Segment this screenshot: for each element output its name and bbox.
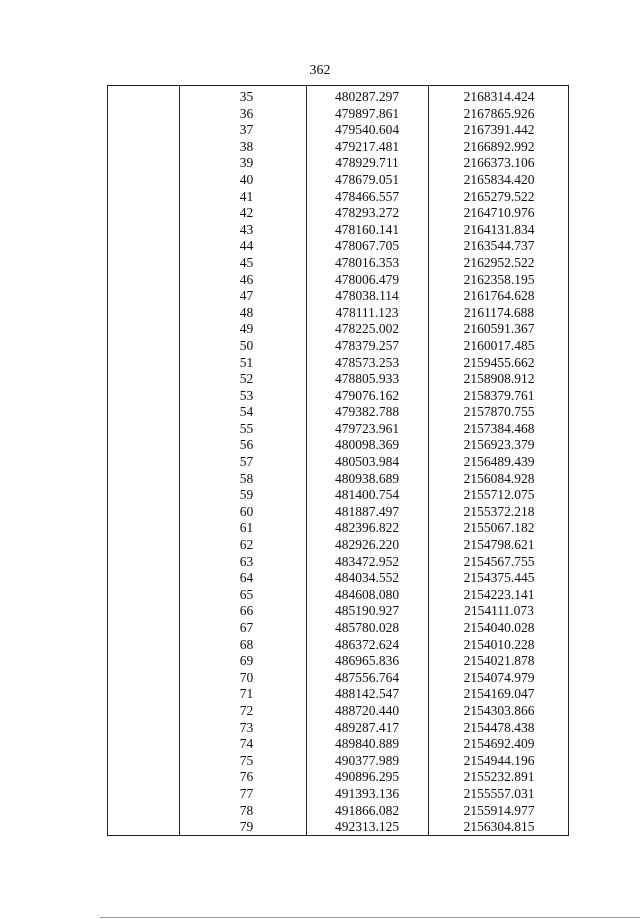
point-number-cell: 53 bbox=[239, 387, 254, 403]
empty-cell bbox=[108, 355, 179, 372]
x-coordinate-cell: 492313.125 bbox=[334, 819, 400, 835]
point-number-cell: 72 bbox=[239, 702, 254, 718]
y-coordinate-cell: 2160017.485 bbox=[463, 337, 535, 353]
y-coordinate-cell: 2156304.815 bbox=[463, 819, 535, 835]
x-coordinate-cell: 480098.369 bbox=[334, 437, 400, 453]
point-number-cell: 76 bbox=[239, 769, 254, 785]
y-coordinate-cell: 2162952.522 bbox=[463, 254, 535, 270]
x-coordinate-cell: 486965.836 bbox=[334, 653, 400, 669]
empty-cell bbox=[108, 238, 179, 255]
x-coordinate-cell: 482396.822 bbox=[334, 520, 400, 536]
x-coordinate-cell: 491393.136 bbox=[334, 785, 400, 801]
table-row bbox=[108, 338, 570, 355]
x-coordinate-cell: 478160.141 bbox=[334, 221, 400, 237]
empty-cell bbox=[108, 686, 179, 703]
x-coordinate-cell: 478679.051 bbox=[334, 171, 400, 187]
x-coordinate-cell: 478038.114 bbox=[335, 288, 399, 304]
table-row bbox=[108, 421, 570, 438]
y-coordinate-cell: 2154010.228 bbox=[463, 636, 535, 652]
table-row bbox=[108, 487, 570, 504]
y-coordinate-cell: 2154478.438 bbox=[463, 719, 535, 735]
y-coordinate-cell: 2155712.075 bbox=[463, 487, 535, 503]
empty-cell bbox=[108, 89, 179, 106]
x-coordinate-cell: 489840.889 bbox=[334, 736, 400, 752]
x-coordinate-cell: 485780.028 bbox=[334, 620, 400, 635]
point-number-cell: 68 bbox=[239, 636, 254, 652]
table-row bbox=[108, 670, 570, 687]
y-coordinate-cell: 2162358.195 bbox=[463, 271, 535, 287]
empty-cell bbox=[108, 603, 179, 620]
y-coordinate-cell: 2158908.912 bbox=[463, 371, 535, 387]
point-number-cell: 40 bbox=[239, 171, 254, 187]
x-coordinate-cell: 478016.353 bbox=[334, 254, 400, 270]
table-row bbox=[108, 520, 570, 537]
point-number-cell: 42 bbox=[239, 205, 254, 221]
point-number-cell: 48 bbox=[239, 304, 254, 320]
point-number-cell: 60 bbox=[239, 503, 254, 519]
table-row bbox=[108, 272, 570, 289]
point-number-cell: 35 bbox=[239, 89, 254, 104]
empty-cell bbox=[108, 139, 179, 156]
table-row bbox=[108, 769, 570, 786]
point-number-cell: 43 bbox=[239, 221, 254, 237]
table-row bbox=[108, 786, 570, 803]
point-number-cell: 58 bbox=[239, 470, 254, 486]
table-row bbox=[108, 686, 570, 703]
x-coordinate-cell: 479076.162 bbox=[334, 387, 400, 403]
table-row bbox=[108, 637, 570, 654]
empty-cell bbox=[108, 620, 179, 637]
table-row bbox=[108, 471, 570, 488]
x-coordinate-cell: 480503.984 bbox=[334, 454, 400, 470]
empty-cell bbox=[108, 321, 179, 338]
y-coordinate-cell: 2165279.522 bbox=[463, 188, 535, 204]
point-number-cell: 55 bbox=[239, 420, 254, 436]
point-number-cell: 50 bbox=[239, 337, 254, 353]
table-row bbox=[108, 205, 570, 222]
table-row bbox=[108, 620, 570, 637]
empty-cell bbox=[108, 487, 179, 504]
x-coordinate-cell: 486372.624 bbox=[334, 636, 400, 652]
point-number-cell: 65 bbox=[239, 586, 254, 602]
point-number-cell: 75 bbox=[239, 752, 254, 768]
table-row bbox=[108, 753, 570, 770]
y-coordinate-cell: 2158379.761 bbox=[463, 387, 535, 403]
empty-cell bbox=[108, 471, 179, 488]
table-row bbox=[108, 139, 570, 156]
empty-cell bbox=[108, 720, 179, 737]
table-row bbox=[108, 587, 570, 604]
empty-cell bbox=[108, 670, 179, 687]
x-coordinate-cell: 478067.705 bbox=[334, 238, 400, 254]
point-number-cell: 73 bbox=[239, 719, 254, 735]
table-body bbox=[108, 89, 570, 836]
y-coordinate-cell: 2161764.628 bbox=[463, 288, 535, 304]
table-row bbox=[108, 388, 570, 405]
empty-cell bbox=[108, 172, 179, 189]
x-coordinate-cell: 484608.080 bbox=[334, 586, 400, 602]
y-coordinate-cell: 2166373.106 bbox=[463, 155, 535, 171]
empty-cell bbox=[108, 504, 179, 521]
point-number-cell: 70 bbox=[239, 669, 254, 685]
table-row bbox=[108, 355, 570, 372]
point-number-cell: 79 bbox=[239, 819, 254, 835]
x-coordinate-cell: 479897.861 bbox=[334, 105, 400, 121]
empty-cell bbox=[108, 437, 179, 454]
table-row bbox=[108, 172, 570, 189]
coordinate-table-grid bbox=[108, 89, 570, 836]
table-row bbox=[108, 106, 570, 123]
y-coordinate-cell: 2165834.420 bbox=[463, 171, 535, 187]
empty-cell bbox=[108, 305, 179, 322]
y-coordinate-cell: 2156489.439 bbox=[463, 454, 535, 470]
x-coordinate-cell: 478111.123 bbox=[335, 304, 399, 320]
x-coordinate-cell: 488720.440 bbox=[334, 702, 400, 718]
point-number-cell: 67 bbox=[239, 620, 254, 635]
x-coordinate-cell: 488142.547 bbox=[334, 686, 400, 702]
point-number-cell: 39 bbox=[239, 155, 254, 171]
x-coordinate-cell: 481400.754 bbox=[334, 487, 400, 503]
y-coordinate-cell: 2154074.979 bbox=[463, 669, 535, 685]
table-row bbox=[108, 321, 570, 338]
table-row bbox=[108, 454, 570, 471]
table-row bbox=[108, 371, 570, 388]
y-coordinate-cell: 2155372.218 bbox=[463, 503, 535, 519]
table-row bbox=[108, 437, 570, 454]
x-coordinate-cell: 478929.711 bbox=[335, 155, 399, 171]
empty-cell bbox=[108, 106, 179, 123]
empty-cell bbox=[108, 272, 179, 289]
table-row bbox=[108, 537, 570, 554]
table-row bbox=[108, 504, 570, 521]
y-coordinate-cell: 2154944.196 bbox=[463, 752, 535, 768]
point-number-cell: 78 bbox=[239, 802, 254, 818]
x-coordinate-cell: 482926.220 bbox=[334, 537, 400, 553]
y-coordinate-cell: 2154375.445 bbox=[463, 570, 535, 586]
y-coordinate-cell: 2163544.737 bbox=[463, 238, 535, 254]
table-row bbox=[108, 305, 570, 322]
point-number-cell: 37 bbox=[239, 122, 254, 138]
point-number-cell: 71 bbox=[239, 686, 254, 702]
x-coordinate-cell: 487556.764 bbox=[334, 669, 400, 685]
table-row bbox=[108, 703, 570, 720]
table-row bbox=[108, 222, 570, 239]
table-row bbox=[108, 803, 570, 820]
table-row bbox=[108, 189, 570, 206]
y-coordinate-cell: 2160591.367 bbox=[463, 321, 535, 337]
table-row bbox=[108, 89, 570, 106]
empty-cell bbox=[108, 520, 179, 537]
y-coordinate-cell: 2154798.621 bbox=[463, 537, 535, 553]
empty-cell bbox=[108, 222, 179, 239]
empty-cell bbox=[108, 753, 179, 770]
x-coordinate-cell: 479723.961 bbox=[334, 420, 400, 436]
table-row bbox=[108, 653, 570, 670]
y-coordinate-cell: 2168314.424 bbox=[463, 89, 535, 104]
table-row bbox=[108, 819, 570, 836]
y-coordinate-cell: 2154692.409 bbox=[463, 736, 535, 752]
point-number-cell: 41 bbox=[239, 188, 254, 204]
y-coordinate-cell: 2154169.047 bbox=[463, 686, 535, 702]
empty-cell bbox=[108, 122, 179, 139]
point-number-cell: 62 bbox=[239, 537, 254, 553]
x-coordinate-cell: 489287.417 bbox=[334, 719, 400, 735]
empty-cell bbox=[108, 388, 179, 405]
x-coordinate-cell: 480938.689 bbox=[334, 470, 400, 486]
empty-cell bbox=[108, 155, 179, 172]
y-coordinate-cell: 2167865.926 bbox=[463, 105, 535, 121]
point-number-cell: 59 bbox=[239, 487, 254, 503]
point-number-cell: 63 bbox=[239, 553, 254, 569]
x-coordinate-cell: 479217.481 bbox=[334, 138, 400, 154]
y-coordinate-cell: 2155232.891 bbox=[463, 769, 535, 785]
x-coordinate-cell: 490377.989 bbox=[334, 752, 400, 768]
empty-cell bbox=[108, 819, 179, 836]
x-coordinate-cell: 478006.479 bbox=[334, 271, 400, 287]
empty-cell bbox=[108, 587, 179, 604]
point-number-cell: 61 bbox=[239, 520, 254, 536]
empty-cell bbox=[108, 255, 179, 272]
empty-cell bbox=[108, 537, 179, 554]
empty-cell bbox=[108, 454, 179, 471]
empty-cell bbox=[108, 338, 179, 355]
x-coordinate-cell: 479382.788 bbox=[334, 404, 400, 420]
page-number: 362 bbox=[309, 63, 331, 78]
page-bottom-rule bbox=[100, 917, 640, 918]
x-coordinate-cell: 483472.952 bbox=[334, 553, 400, 569]
point-number-cell: 44 bbox=[239, 238, 254, 254]
table-row bbox=[108, 404, 570, 421]
y-coordinate-cell: 2161174.688 bbox=[463, 304, 535, 320]
empty-cell bbox=[108, 637, 179, 654]
point-number-cell: 56 bbox=[239, 437, 254, 453]
y-coordinate-cell: 2155914.977 bbox=[463, 802, 535, 818]
point-number-cell: 52 bbox=[239, 371, 254, 387]
y-coordinate-cell: 2154040.028 bbox=[463, 620, 535, 635]
empty-cell bbox=[108, 703, 179, 720]
x-coordinate-cell: 478466.557 bbox=[334, 188, 400, 204]
coordinate-table bbox=[107, 85, 569, 836]
empty-cell bbox=[108, 570, 179, 587]
empty-cell bbox=[108, 736, 179, 753]
table-row bbox=[108, 554, 570, 571]
empty-cell bbox=[108, 404, 179, 421]
x-coordinate-cell: 479540.604 bbox=[334, 122, 400, 138]
y-coordinate-cell: 2156923.379 bbox=[463, 437, 535, 453]
table-row bbox=[108, 155, 570, 172]
y-coordinate-cell: 2155067.182 bbox=[463, 520, 535, 536]
point-number-cell: 51 bbox=[239, 354, 254, 370]
y-coordinate-cell: 2154223.141 bbox=[463, 586, 535, 602]
point-number-cell: 77 bbox=[239, 785, 254, 801]
x-coordinate-cell: 484034.552 bbox=[334, 570, 400, 586]
table-row bbox=[108, 736, 570, 753]
point-number-cell: 46 bbox=[239, 271, 254, 287]
table-row bbox=[108, 238, 570, 255]
y-coordinate-cell: 2154111.073 bbox=[464, 603, 534, 619]
table-row bbox=[108, 720, 570, 737]
empty-cell bbox=[108, 371, 179, 388]
y-coordinate-cell: 2159455.662 bbox=[463, 354, 535, 370]
x-coordinate-cell: 478379.257 bbox=[334, 337, 400, 353]
x-coordinate-cell: 480287.297 bbox=[334, 89, 400, 104]
point-number-cell: 45 bbox=[239, 254, 254, 270]
point-number-cell: 69 bbox=[239, 653, 254, 669]
y-coordinate-cell: 2155557.031 bbox=[463, 785, 535, 801]
table-row bbox=[108, 122, 570, 139]
y-coordinate-cell: 2157384.468 bbox=[463, 420, 535, 436]
point-number-cell: 57 bbox=[239, 454, 254, 470]
y-coordinate-cell: 2166892.992 bbox=[463, 138, 535, 154]
empty-cell bbox=[108, 653, 179, 670]
x-coordinate-cell: 481887.497 bbox=[334, 503, 400, 519]
y-coordinate-cell: 2156084.928 bbox=[463, 470, 535, 486]
y-coordinate-cell: 2154021.878 bbox=[463, 653, 535, 669]
y-coordinate-cell: 2157870.755 bbox=[463, 404, 535, 420]
empty-cell bbox=[108, 421, 179, 438]
empty-cell bbox=[108, 786, 179, 803]
table-row bbox=[108, 570, 570, 587]
point-number-cell: 36 bbox=[239, 105, 254, 121]
y-coordinate-cell: 2164131.834 bbox=[463, 221, 535, 237]
empty-cell bbox=[108, 189, 179, 206]
table-row bbox=[108, 603, 570, 620]
x-coordinate-cell: 478225.002 bbox=[334, 321, 400, 337]
x-coordinate-cell: 478805.933 bbox=[334, 371, 400, 387]
point-number-cell: 64 bbox=[239, 570, 254, 586]
x-coordinate-cell: 478293.272 bbox=[334, 205, 400, 221]
x-coordinate-cell: 485190.927 bbox=[334, 603, 400, 619]
point-number-cell: 49 bbox=[239, 321, 254, 337]
point-number-cell: 66 bbox=[239, 603, 254, 619]
y-coordinate-cell: 2154567.755 bbox=[463, 553, 535, 569]
empty-cell bbox=[108, 554, 179, 571]
table-row bbox=[108, 255, 570, 272]
empty-cell bbox=[108, 769, 179, 786]
empty-cell bbox=[108, 803, 179, 820]
y-coordinate-cell: 2164710.976 bbox=[463, 205, 535, 221]
empty-cell bbox=[108, 288, 179, 305]
point-number-cell: 38 bbox=[239, 138, 254, 154]
x-coordinate-cell: 491866.082 bbox=[334, 802, 400, 818]
table-row bbox=[108, 288, 570, 305]
point-number-cell: 47 bbox=[239, 288, 254, 304]
x-coordinate-cell: 478573.253 bbox=[334, 354, 400, 370]
x-coordinate-cell: 490896.295 bbox=[334, 769, 400, 785]
empty-cell bbox=[108, 205, 179, 222]
point-number-cell: 74 bbox=[239, 736, 254, 752]
y-coordinate-cell: 2154303.866 bbox=[463, 702, 535, 718]
y-coordinate-cell: 2167391.442 bbox=[463, 122, 535, 138]
point-number-cell: 54 bbox=[239, 404, 254, 420]
